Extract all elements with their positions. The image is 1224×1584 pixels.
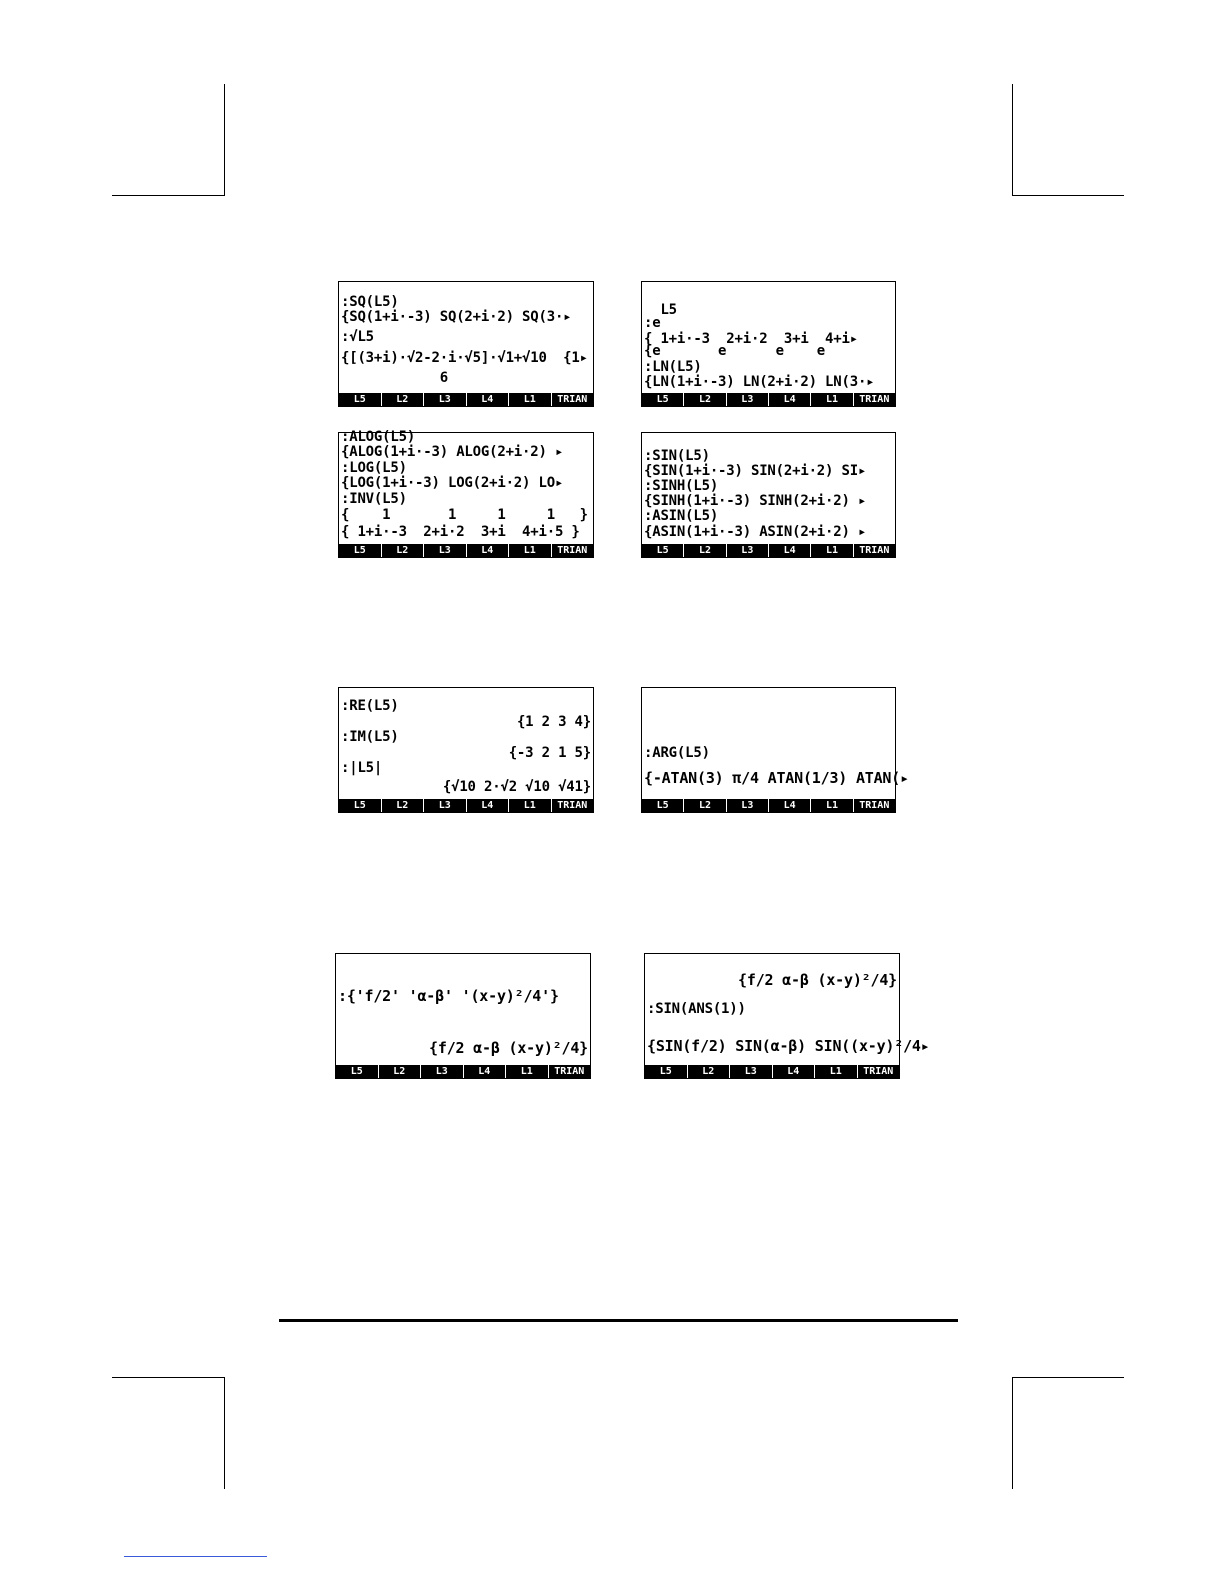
stack-line: :ALOG(L5) bbox=[341, 429, 416, 445]
softkey-l3[interactable]: L3 bbox=[727, 799, 769, 812]
stack-line: {-3 2 1 5} bbox=[508, 745, 591, 761]
softkey-trian[interactable]: TRIAN bbox=[557, 394, 588, 405]
crop-mark-top-left-horizontal bbox=[112, 195, 224, 196]
softkey-trian[interactable]: TRIAN bbox=[859, 394, 890, 405]
softkey-l4[interactable]: L4 bbox=[769, 544, 811, 557]
stack-line: { 1 1 1 1 } bbox=[341, 507, 588, 523]
stack-line: { 1+i·-3 2+i·2 3+i 4+i·5 } bbox=[341, 524, 580, 540]
stack-line: {[(3+i)·√2-2·i·√5]·√1+√10 {1▸ bbox=[341, 350, 588, 366]
stack-line: :INV(L5) bbox=[341, 491, 407, 507]
softkey-l1[interactable]: L1 bbox=[815, 1065, 858, 1078]
softkey-l3[interactable]: L3 bbox=[730, 1065, 773, 1078]
calculator-screen-symbolic-list bbox=[335, 953, 591, 1079]
softkey-l2[interactable]: L2 bbox=[684, 799, 726, 812]
stack-line: {SQ(1+i·-3) SQ(2+i·2) SQ(3·▸ bbox=[341, 309, 572, 325]
softkey-l2[interactable]: L2 bbox=[684, 393, 726, 406]
softkey-l1[interactable]: L1 bbox=[509, 799, 552, 812]
softkey-trian[interactable]: TRIAN bbox=[554, 1066, 585, 1077]
stack-line: :e bbox=[644, 315, 661, 331]
softkey-l2[interactable]: L2 bbox=[382, 799, 425, 812]
stack-area bbox=[341, 429, 591, 543]
calculator-screen-re-im-abs bbox=[338, 687, 594, 813]
stack-area bbox=[341, 689, 591, 798]
crop-mark-top-right-vertical bbox=[1012, 84, 1013, 196]
stack-line: :SINH(L5) bbox=[644, 478, 719, 494]
stack-line: :{'f/2' 'α-β' '(x-y)²/4'} bbox=[338, 987, 559, 1005]
stack-line: L5 bbox=[644, 302, 677, 318]
softkey-l2[interactable]: L2 bbox=[684, 544, 726, 557]
stack-line: {e e e e bbox=[644, 343, 826, 359]
link-underline bbox=[124, 1556, 267, 1557]
softkey-l1[interactable]: L1 bbox=[506, 1065, 549, 1078]
softkey-menu bbox=[339, 799, 593, 812]
softkey-menu bbox=[642, 393, 895, 406]
softkey-l3[interactable]: L3 bbox=[424, 393, 467, 406]
crop-mark-bottom-left-horizontal bbox=[112, 1377, 224, 1378]
softkey-l1[interactable]: L1 bbox=[509, 544, 552, 557]
softkey-l2[interactable]: L2 bbox=[382, 544, 425, 557]
stack-line: {LOG(1+i·-3) LOG(2+i·2) LO▸ bbox=[341, 475, 564, 491]
stack-line: {1 2 3 4} bbox=[516, 714, 591, 730]
calculator-screen-sin-ans bbox=[644, 953, 930, 1079]
softkey-trian[interactable]: TRIAN bbox=[863, 1066, 894, 1077]
softkey-l4[interactable]: L4 bbox=[464, 1065, 507, 1078]
stack-line: :LOG(L5) bbox=[341, 460, 407, 476]
crop-mark-bottom-left-vertical bbox=[224, 1377, 225, 1489]
stack-line: :SQ(L5) bbox=[341, 294, 399, 310]
stack-line: {SIN(1+i·-3) SIN(2+i·2) SI▸ bbox=[644, 463, 867, 479]
stack-line: {SINH(1+i·-3) SINH(2+i·2) ▸ bbox=[644, 493, 867, 509]
crop-mark-bottom-right-vertical bbox=[1012, 1377, 1013, 1489]
crop-mark-top-right-horizontal bbox=[1012, 195, 1124, 196]
stack-line: :ARG(L5) bbox=[644, 745, 710, 761]
softkey-l4[interactable]: L4 bbox=[467, 393, 510, 406]
softkey-l3[interactable]: L3 bbox=[727, 393, 769, 406]
crop-mark-top-left-vertical bbox=[224, 84, 225, 196]
softkey-menu bbox=[336, 1065, 590, 1078]
calculator-screen-arg bbox=[641, 687, 909, 813]
softkey-trian[interactable]: TRIAN bbox=[557, 545, 588, 556]
softkey-l5[interactable]: L5 bbox=[339, 799, 382, 812]
stack-line: :SIN(ANS(1)) bbox=[647, 1001, 746, 1017]
stack-area bbox=[644, 434, 893, 543]
stack-line: {SIN(f/2) SIN(α-β) SIN((x-y)²/4▸ bbox=[647, 1037, 930, 1055]
stack-line: {√10 2·√2 √10 √41} bbox=[442, 779, 591, 795]
softkey-l5[interactable]: L5 bbox=[642, 393, 684, 406]
softkey-l4[interactable]: L4 bbox=[467, 799, 510, 812]
softkey-trian[interactable]: TRIAN bbox=[557, 800, 588, 811]
softkey-l5[interactable]: L5 bbox=[336, 1065, 379, 1078]
footer-rule bbox=[279, 1319, 958, 1322]
calculator-screen-alog-log-inv bbox=[338, 429, 594, 558]
softkey-l5[interactable]: L5 bbox=[339, 544, 382, 557]
softkey-l2[interactable]: L2 bbox=[688, 1065, 731, 1078]
softkey-menu bbox=[642, 799, 895, 812]
softkey-menu bbox=[645, 1065, 899, 1078]
softkey-l1[interactable]: L1 bbox=[811, 544, 853, 557]
softkey-l5[interactable]: L5 bbox=[645, 1065, 688, 1078]
stack-line: :SIN(L5) bbox=[644, 448, 710, 464]
softkey-menu bbox=[339, 393, 593, 406]
stack-area bbox=[647, 955, 930, 1064]
stack-area bbox=[644, 283, 893, 392]
stack-area bbox=[338, 955, 588, 1064]
softkey-l1[interactable]: L1 bbox=[811, 799, 853, 812]
stack-line: {-ATAN(3) π/4 ATAN(1/3) ATAN(▸ bbox=[644, 769, 909, 787]
stack-line: {ALOG(1+i·-3) ALOG(2+i·2) ▸ bbox=[341, 444, 564, 460]
softkey-l3[interactable]: L3 bbox=[421, 1065, 464, 1078]
softkey-l2[interactable]: L2 bbox=[382, 393, 425, 406]
softkey-l4[interactable]: L4 bbox=[769, 393, 811, 406]
softkey-l2[interactable]: L2 bbox=[379, 1065, 422, 1078]
softkey-l3[interactable]: L3 bbox=[424, 799, 467, 812]
softkey-l4[interactable]: L4 bbox=[467, 544, 510, 557]
softkey-l5[interactable]: L5 bbox=[339, 393, 382, 406]
softkey-menu bbox=[642, 544, 895, 557]
softkey-l3[interactable]: L3 bbox=[727, 544, 769, 557]
stack-area bbox=[644, 689, 909, 798]
stack-line: :ASIN(L5) bbox=[644, 508, 719, 524]
calculator-screen-sin-sinh-asin bbox=[641, 432, 896, 558]
stack-area bbox=[341, 283, 591, 392]
softkey-l3[interactable]: L3 bbox=[424, 544, 467, 557]
softkey-l5[interactable]: L5 bbox=[642, 544, 684, 557]
stack-line: :RE(L5) bbox=[341, 698, 399, 714]
calculator-screen-exp-ln bbox=[641, 281, 896, 407]
calculator-screen-sq-sqrt bbox=[338, 281, 594, 407]
stack-line: 6 bbox=[341, 370, 448, 386]
crop-mark-bottom-right-horizontal bbox=[1012, 1377, 1124, 1378]
softkey-l1[interactable]: L1 bbox=[509, 393, 552, 406]
stack-line: :|L5| bbox=[341, 760, 383, 776]
softkey-trian[interactable]: TRIAN bbox=[859, 545, 890, 556]
stack-line: :LN(L5) bbox=[644, 359, 702, 375]
stack-line: {f/2 α-β (x-y)²/4} bbox=[429, 1039, 588, 1057]
softkey-l4[interactable]: L4 bbox=[773, 1065, 816, 1078]
softkey-l5[interactable]: L5 bbox=[642, 799, 684, 812]
stack-line: { 1+i·-3 2+i·2 3+i 4+i▸ bbox=[644, 331, 858, 347]
softkey-trian[interactable]: TRIAN bbox=[859, 800, 890, 811]
softkey-l4[interactable]: L4 bbox=[769, 799, 811, 812]
stack-line: :√L5 bbox=[341, 329, 374, 345]
softkey-menu bbox=[339, 544, 593, 557]
stack-line: {LN(1+i·-3) LN(2+i·2) LN(3·▸ bbox=[644, 374, 875, 390]
stack-line: :IM(L5) bbox=[341, 729, 399, 745]
stack-line: {ASIN(1+i·-3) ASIN(2+i·2) ▸ bbox=[644, 524, 867, 540]
softkey-l1[interactable]: L1 bbox=[811, 393, 853, 406]
stack-line: {f/2 α-β (x-y)²/4} bbox=[738, 971, 897, 989]
